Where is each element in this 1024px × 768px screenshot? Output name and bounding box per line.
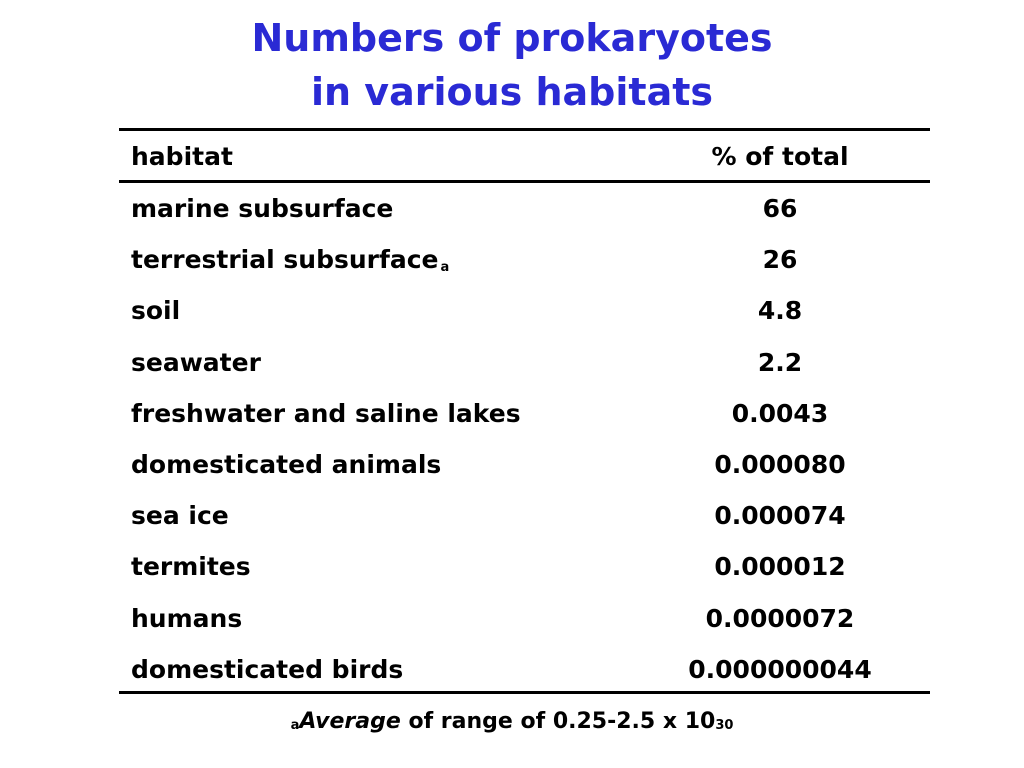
table-row-habitat — [131, 439, 441, 490]
table-row-habitat — [131, 337, 261, 388]
habitat-label: humans — [131, 604, 243, 633]
table-row-value: 26 — [762, 245, 798, 274]
table-row-value: 4.8 — [757, 296, 803, 325]
table-row-habitat — [131, 593, 242, 644]
footnote-reference-marker: a — [440, 260, 450, 275]
table-row-habitat — [131, 285, 180, 336]
habitat-label: domesticated birds — [131, 655, 404, 684]
header-habitat: habitat — [131, 142, 233, 171]
footnote — [0, 702, 1024, 742]
habitat-label: seawater — [131, 348, 261, 377]
table-row-habitat — [131, 183, 393, 234]
table-row-value: 0.000012 — [714, 552, 846, 581]
habitat-label: domesticated animals — [131, 450, 442, 479]
table-row-habitat — [131, 388, 521, 439]
table-row-habitat — [131, 490, 229, 541]
habitat-label: marine subsurface — [131, 194, 394, 223]
footnote-italic-text: Average — [299, 709, 401, 734]
table-row-value: 0.000080 — [714, 450, 846, 479]
habitat-label: sea ice — [131, 501, 229, 530]
footnote-exponent: 30 — [715, 718, 734, 733]
habitat-label: termites — [131, 552, 251, 581]
table-row-value: 0.000074 — [714, 501, 846, 530]
footnote-marker: a — [290, 718, 300, 733]
footnote-text: of range of 0.25-2.5 x 10 — [400, 709, 716, 734]
table-row-value: 2.2 — [757, 348, 803, 377]
habitat-label: freshwater and saline lakes — [131, 399, 521, 428]
table-row-value: 0.000000044 — [688, 655, 872, 684]
habitat-label: terrestrial subsurface — [131, 245, 439, 274]
table-row-value: 0.0000072 — [705, 604, 855, 633]
table-row-value: 0.0043 — [731, 399, 829, 428]
table-row-value: 66 — [762, 194, 798, 223]
page-title-line-2: in various habitats — [310, 70, 713, 114]
habitat-label: soil — [131, 296, 181, 325]
page-title-line-1: Numbers of prokaryotes — [251, 16, 773, 60]
table-row-habitat — [131, 234, 449, 285]
table-row-habitat — [131, 644, 403, 695]
header-percent-of-total: % of total — [711, 142, 849, 171]
table-row-habitat — [131, 541, 251, 592]
table-bottom-rule — [119, 691, 930, 694]
